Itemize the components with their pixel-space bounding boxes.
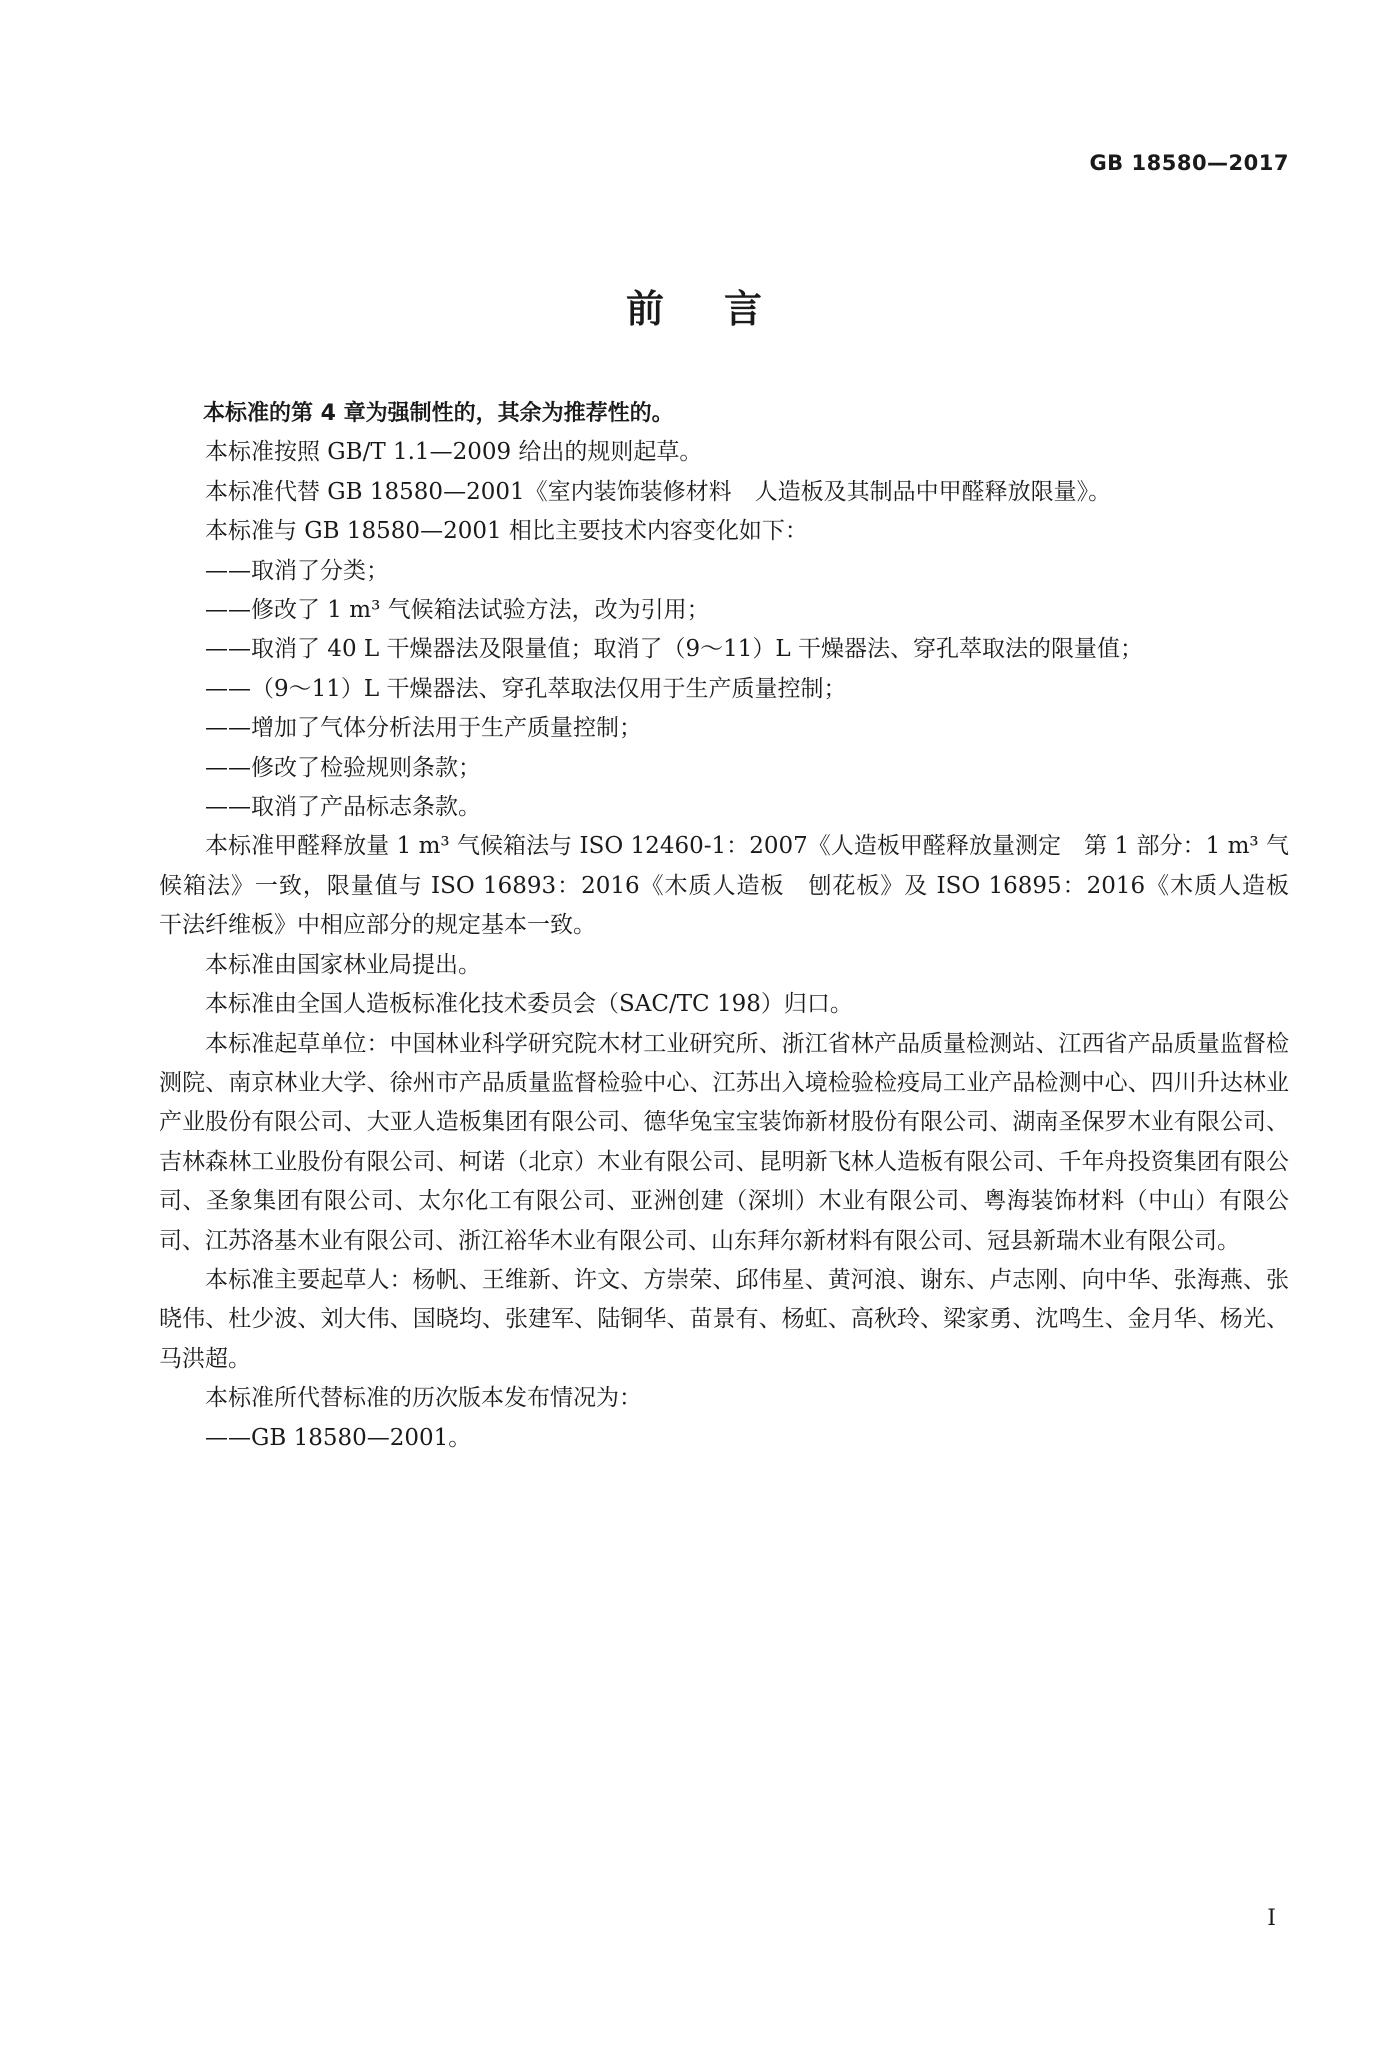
list-item-change: ——修改了 1 m³ 气候箱法试验方法，改为引用；: [205, 597, 710, 624]
list-item-change: ——修改了检验规则条款；: [205, 754, 481, 781]
paragraph-drafting-units: 本标准起草单位：中国林业科学研究院木材工业研究所、浙江省林产品质量检测站、江西省产品质量监督检测院、南京林业大学、徐州市产品质量监督检验中心、江苏出入境检验检疫局工业产品检测中心、四川升达林业产业股份有限公司、大亚人造板集团有限公司、德华兔宝宝装饰新材股份有限公司、湖南圣保罗木业有限公司、吉林森林工业股份有限公司、柯诺（北京）木业有限公司、昆明新飞林人造板有限公司、千年舟投资集团有限公司、圣象集团有限公司、太尔化工有限公司、亚洲创建（深圳）木业有限公司、粤海装饰材料（中山）有限公司、江苏洛基木业有限公司、浙江裕华木业有限公司、山东拜尔新材料有限公司、冠县新瑞木业有限公司。: [159, 1030, 1289, 1254]
standard-code: GB 18580—2017: [1089, 151, 1289, 175]
page-number: I: [1267, 1906, 1276, 1931]
paragraph-replaces: 本标准代替 GB 18580—2001《室内装饰装修材料 人造板及其制品中甲醛释放限量》。: [205, 478, 1112, 505]
paragraph-iso-consistency: 本标准甲醛释放量 1 m³ 气候箱法与 ISO 12460-1：2007《人造板甲醛释放量测定 第 1 部分：1 m³ 气候箱法》一致，限量值与 ISO 16893：2016《木质人造板 刨花板》及 ISO 16895：2016《木质人造板 干法纤维板》中相应部分的规定基本一致。: [159, 833, 1312, 939]
list-item-change: ——取消了分类；: [205, 557, 389, 584]
list-item-change: ——（9～11）L 干燥器法、穿孔萃取法仅用于生产质量控制；: [205, 675, 847, 702]
page-title: 前言: [625, 287, 822, 331]
list-item-change: ——增加了气体分析法用于生产质量控制；: [205, 715, 642, 742]
paragraph-proposed-by: 本标准由国家林业局提出。: [205, 951, 481, 978]
paragraph-main-drafters: 本标准主要起草人：杨帆、王维新、许文、方崇荣、邱伟星、黄河浪、谢东、卢志刚、向中华、张海燕、张晓伟、杜少波、刘大伟、国晓均、张建军、陆铜华、苗景有、杨虹、高秋玲、梁家勇、沈鸣生、金月华、杨光、马洪超。: [159, 1266, 1289, 1372]
list-item-change: ——取消了产品标志条款。: [205, 794, 481, 821]
paragraph-version-history-intro: 本标准所代替标准的历次版本发布情况为：: [205, 1385, 642, 1412]
paragraph-drafting-rules: 本标准按照 GB/T 1.1—2009 给出的规则起草。: [205, 439, 703, 466]
paragraph-technical-committee: 本标准由全国人造板标准化技术委员会（SAC/TC 198）归口。: [205, 991, 853, 1018]
list-item-change: ——取消了 40 L 干燥器法及限量值；取消了（9～11）L 干燥器法、穿孔萃取法的限量值；: [205, 636, 1143, 663]
foreword-body: [159, 394, 1312, 1458]
paragraph-changes-intro: 本标准与 GB 18580—2001 相比主要技术内容变化如下：: [205, 518, 808, 545]
paragraph-mandatory-note: 本标准的第 4 章为强制性的，其余为推荐性的。: [203, 401, 674, 426]
list-item-version: ——GB 18580—2001。: [205, 1424, 472, 1451]
